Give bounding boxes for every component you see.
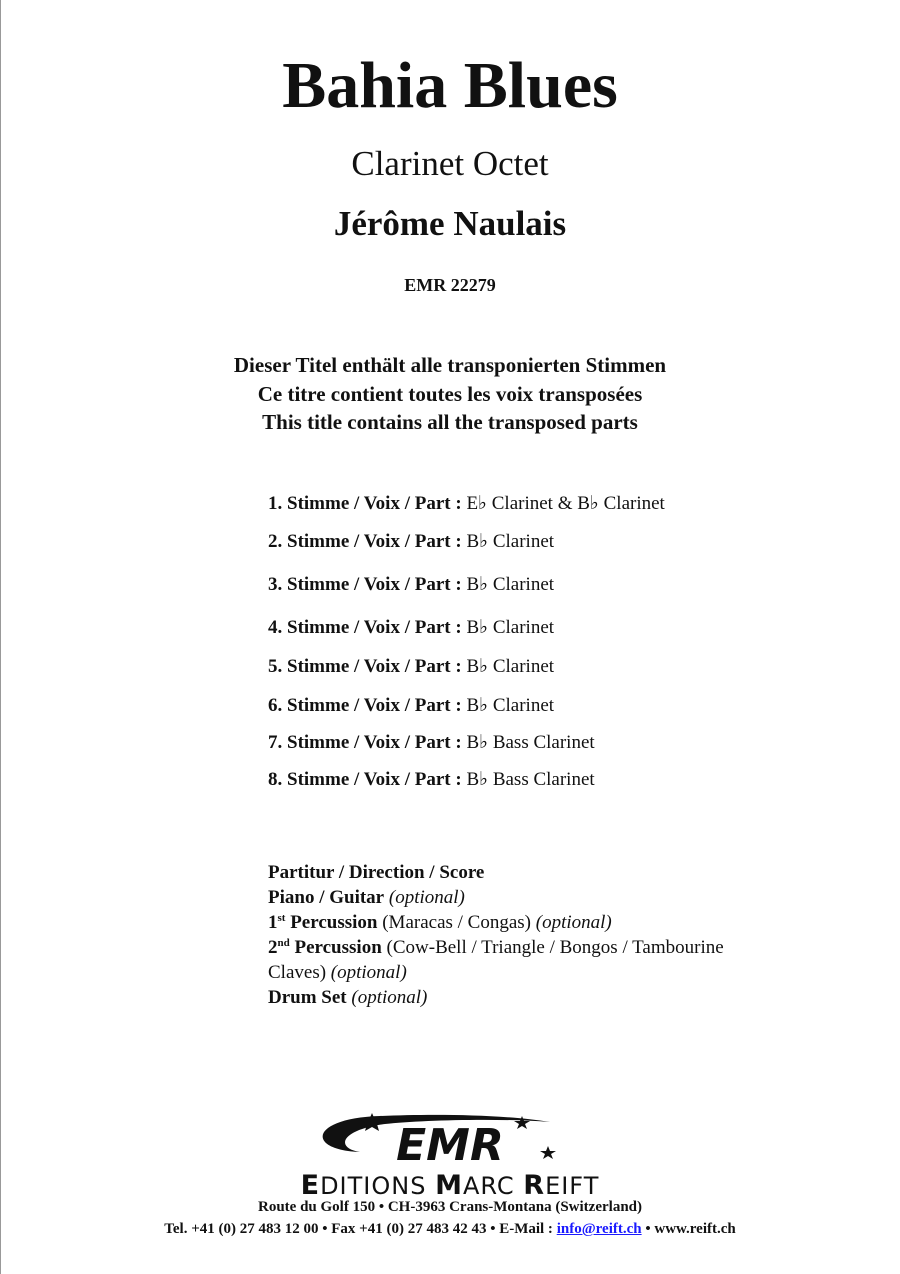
part-row bbox=[268, 655, 554, 679]
piece-title: Bahia Blues bbox=[282, 49, 618, 122]
perc2-detail: (Cow-Bell / Triangle / Bongos / Tambourine bbox=[386, 937, 724, 958]
star-icon bbox=[514, 1116, 530, 1129]
part-label: 6. Stimme / Voix / Part : bbox=[268, 695, 462, 716]
publisher-contact bbox=[0, 1219, 900, 1239]
score-line: Partitur / Direction / Score bbox=[268, 862, 485, 883]
contact-phone-fax: Tel. +41 (0) 27 483 12 00 • Fax +41 (0) 27 483 42 43 • E-Mail : bbox=[164, 1221, 553, 1237]
part-row bbox=[268, 731, 595, 755]
logo-text: EMR bbox=[396, 1120, 504, 1170]
percussion-2-continued bbox=[268, 960, 828, 985]
part-instrument: E♭ Clarinet & B♭ Clarinet bbox=[466, 493, 665, 514]
star-icon bbox=[540, 1146, 556, 1159]
optional-note: (optional) bbox=[330, 962, 407, 983]
part-instrument: B♭ Bass Clarinet bbox=[466, 732, 595, 753]
drum-set-line bbox=[268, 985, 828, 1010]
percussion-1-line bbox=[268, 910, 828, 935]
part-row bbox=[268, 492, 665, 516]
optional-note: (optional) bbox=[351, 987, 428, 1008]
additional-parts bbox=[268, 860, 828, 1010]
piano-guitar-label: Piano / Guitar bbox=[268, 887, 385, 908]
part-row bbox=[268, 573, 554, 597]
notice-german: Dieser Titel enthält alle transponierten Stimmen bbox=[233, 353, 667, 377]
part-label: 7. Stimme / Voix / Part : bbox=[268, 732, 462, 753]
part-label: 8. Stimme / Voix / Part : bbox=[268, 769, 462, 790]
part-instrument: B♭ Clarinet bbox=[466, 695, 555, 716]
publisher-name: EDITIONS MARC REIFT bbox=[300, 1170, 600, 1201]
perc1-detail: (Maracas / Congas) bbox=[382, 912, 531, 933]
part-instrument: B♭ Bass Clarinet bbox=[466, 769, 595, 790]
piano-guitar-line bbox=[268, 885, 828, 910]
part-row bbox=[268, 530, 554, 554]
part-label: 4. Stimme / Voix / Part : bbox=[268, 617, 462, 638]
publisher-address: Route du Golf 150 • CH-3963 Crans-Montana (Switzerland) bbox=[258, 1199, 642, 1215]
notice-english: This title contains all the transposed parts bbox=[262, 410, 638, 434]
email-link[interactable]: info@reift.ch bbox=[556, 1221, 642, 1237]
part-row bbox=[268, 616, 554, 640]
part-instrument: B♭ Clarinet bbox=[466, 531, 555, 552]
percussion-2-line bbox=[268, 935, 828, 960]
optional-note: (optional) bbox=[535, 912, 612, 933]
notice-french: Ce titre contient toutes les voix transposées bbox=[257, 381, 643, 406]
part-label: 2. Stimme / Voix / Part : bbox=[268, 531, 462, 552]
catalog-code: EMR 22279 bbox=[404, 275, 496, 295]
part-row bbox=[268, 768, 595, 792]
website: • www.reift.ch bbox=[645, 1221, 736, 1237]
part-label: 3. Stimme / Voix / Part : bbox=[268, 574, 462, 595]
part-row bbox=[268, 694, 554, 718]
perc2-label: Percussion bbox=[294, 937, 382, 958]
part-instrument: B♭ Clarinet bbox=[466, 574, 555, 595]
part-instrument: B♭ Clarinet bbox=[466, 656, 555, 677]
page-border bbox=[0, 0, 1, 1274]
composer-name: Jérôme Naulais bbox=[333, 204, 567, 243]
optional-note: (optional) bbox=[388, 887, 465, 908]
transposition-notice bbox=[0, 351, 900, 437]
perc2-number: 2nd bbox=[268, 937, 290, 958]
part-label: 1. Stimme / Voix / Part : bbox=[268, 493, 462, 514]
drum-set-label: Drum Set bbox=[268, 987, 347, 1008]
emr-logo bbox=[300, 1108, 600, 1170]
ensemble-subtitle: Clarinet Octet bbox=[351, 144, 549, 183]
part-instrument: B♭ Clarinet bbox=[466, 617, 555, 638]
perc1-label: Percussion bbox=[290, 912, 378, 933]
perc2-detail-cont: Claves) bbox=[268, 962, 327, 983]
perc1-number: 1st bbox=[268, 912, 286, 933]
part-label: 5. Stimme / Voix / Part : bbox=[268, 656, 462, 677]
